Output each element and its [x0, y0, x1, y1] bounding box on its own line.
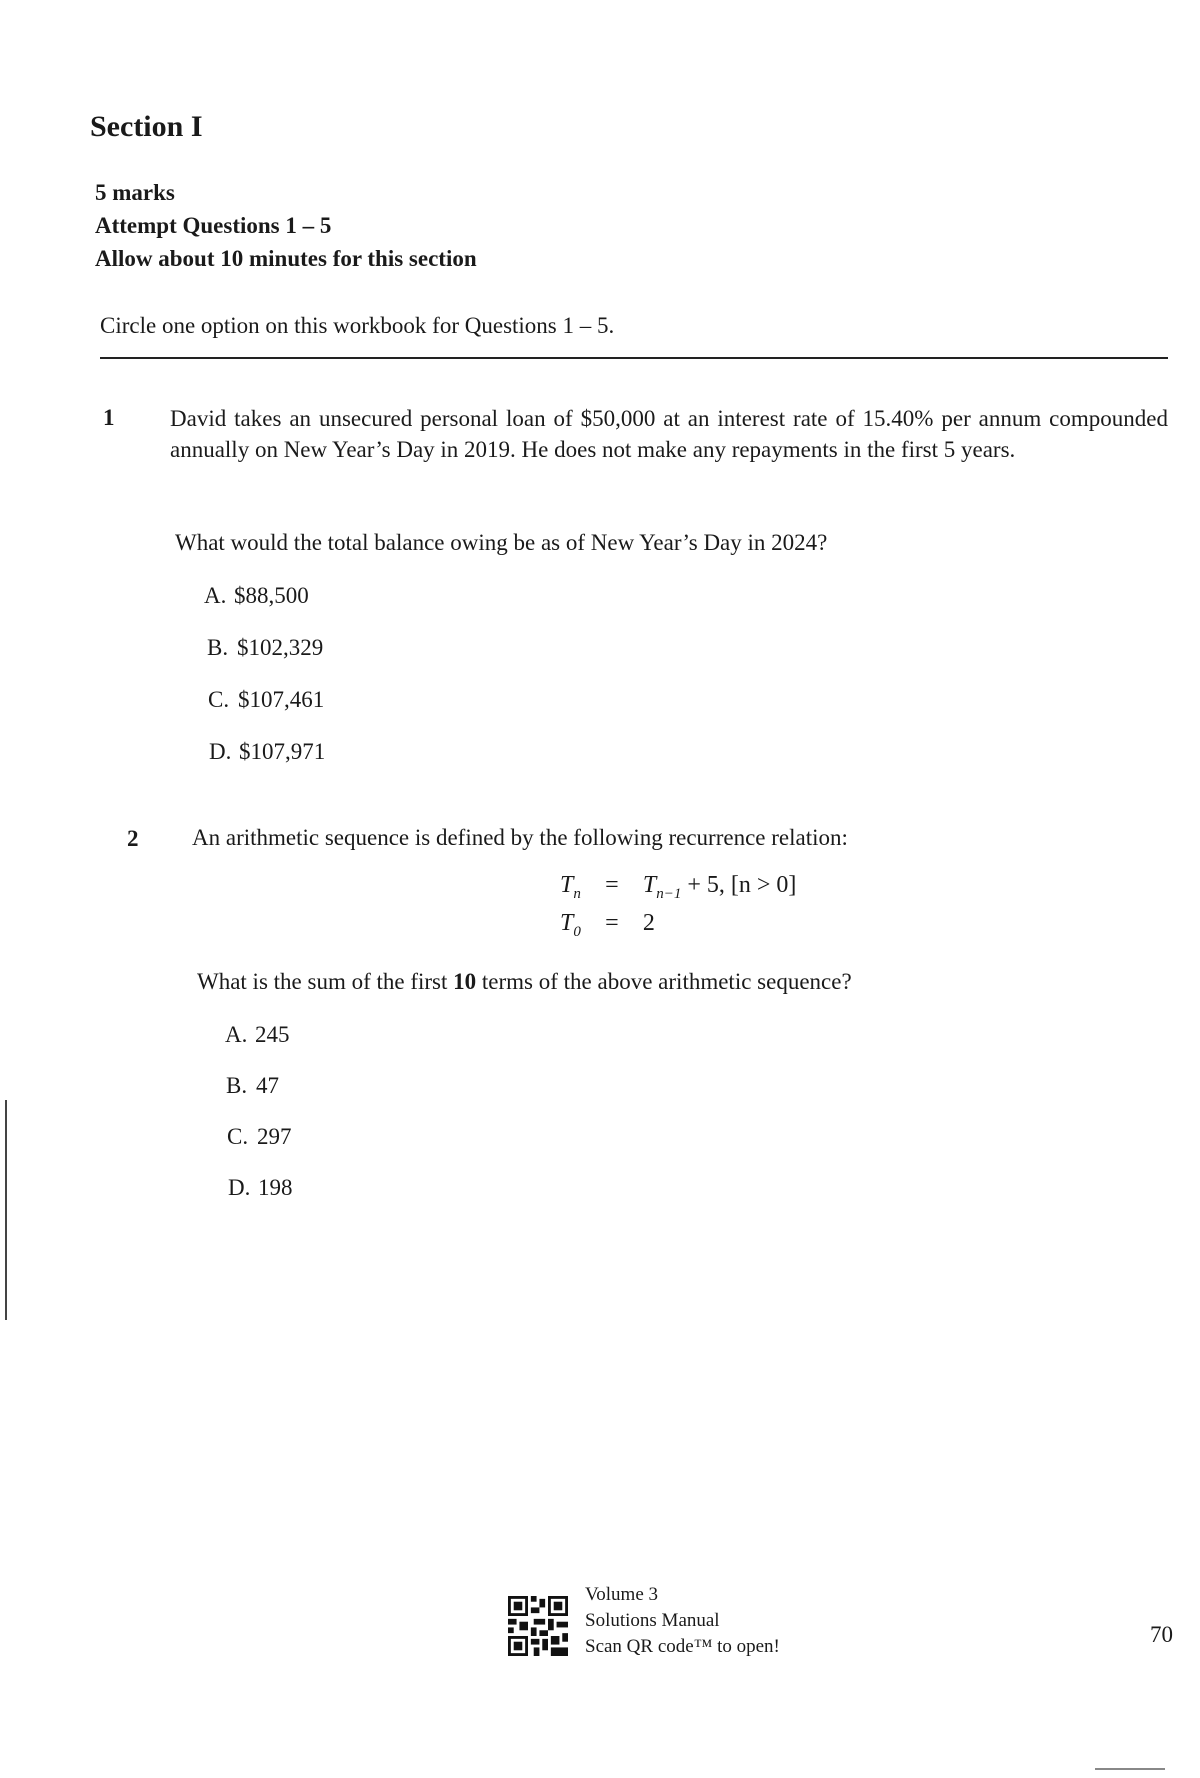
recurrence-rhs: $T_{n-1} + 5$, [n > 0] — [642, 872, 797, 902]
section-allow: Allow about 10 minutes for this section — [95, 246, 477, 271]
question-2-number: 2 — [127, 826, 139, 851]
question-2-text: An arithmetic sequence is defined by the following recurrence relation: — [192, 825, 848, 850]
question-1-text: David takes an unsecured personal loan of $50,000 at an interest rate of 15.40% per annum compounded annually on New Year’s Day in 2019. He does not make any repayments in the first 5 years. — [170, 406, 1168, 462]
footer-volume: Volume 3 — [585, 1584, 659, 1605]
section-divider — [100, 357, 1168, 359]
recurrence-equals: = — [605, 910, 619, 936]
question-1-prompt: What would the total balance owing be as of New Year’s Day in 2024? — [175, 530, 828, 555]
option-label: C. — [208, 687, 230, 712]
option-value: 198 — [258, 1175, 293, 1200]
question-1-option-b[interactable] — [207, 635, 323, 661]
option-value: $102,329 — [237, 635, 324, 660]
option-label: A. — [204, 583, 227, 608]
option-value: 245 — [255, 1022, 290, 1047]
option-label: B. — [207, 635, 229, 660]
option-label: D. — [209, 739, 232, 764]
option-value: $107,461 — [238, 687, 325, 712]
page-number: 70 — [1150, 1622, 1173, 1647]
section-title: Section I — [90, 110, 203, 143]
recurrence-rhs: 2 — [642, 910, 655, 936]
qr-code-icon[interactable] — [508, 1596, 568, 1656]
scan-edge-mark — [5, 1100, 7, 1320]
section-instruction: Circle one option on this workbook for Questions 1 – 5. — [100, 313, 615, 338]
scan-bottom-mark — [1095, 1768, 1165, 1770]
question-1-number: 1 — [103, 405, 115, 430]
question-2-prompt: What is the sum of the first 10 terms of the above arithmetic sequence? — [197, 969, 852, 994]
section-marks: 5 marks — [95, 180, 175, 205]
option-value: $107,971 — [239, 739, 326, 764]
question-2-option-b[interactable] — [226, 1073, 279, 1099]
question-1-option-d[interactable] — [209, 739, 325, 765]
option-label: D. — [228, 1175, 251, 1200]
option-value: $88,500 — [234, 583, 309, 608]
option-value: 297 — [257, 1124, 292, 1149]
option-value: 47 — [256, 1073, 279, 1098]
recurrence-equals: = — [605, 872, 619, 898]
option-label: B. — [226, 1073, 248, 1098]
option-label: A. — [225, 1022, 248, 1047]
footer-scan-qr: Scan QR code™ to open! — [585, 1636, 780, 1657]
footer-solutions-manual: Solutions Manual — [585, 1610, 720, 1631]
recurrence-line-1 — [560, 872, 796, 903]
option-label: C. — [227, 1124, 249, 1149]
question-2-option-d[interactable] — [228, 1175, 293, 1201]
section-attempt: Attempt Questions 1 – 5 — [95, 213, 332, 238]
recurrence-line-2 — [560, 910, 655, 941]
question-1-option-c[interactable] — [208, 687, 324, 713]
question-1-option-a[interactable] — [204, 583, 309, 609]
question-2-option-c[interactable] — [227, 1124, 292, 1150]
recurrence-lhs: $T_n$ — [560, 872, 581, 902]
question-2-option-a[interactable] — [225, 1022, 290, 1048]
recurrence-lhs: $T_0$ — [560, 910, 581, 940]
